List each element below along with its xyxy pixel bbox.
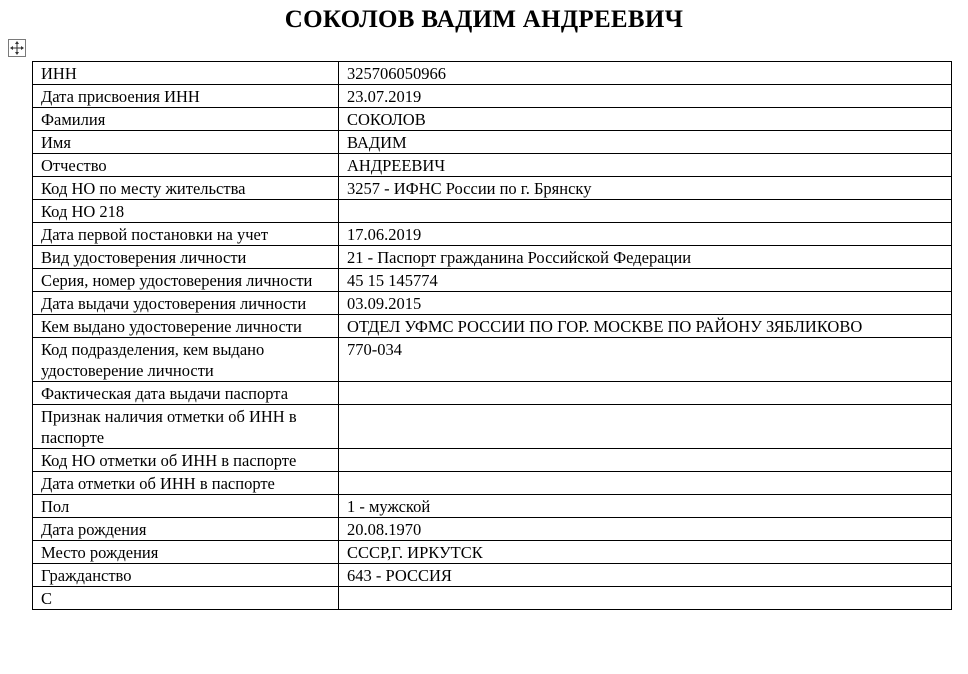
row-value: 770-034 [339, 338, 952, 382]
row-value: СССР,Г. ИРКУТСК [339, 541, 952, 564]
row-label: Код НО 218 [33, 200, 339, 223]
row-label: Кем выдано удостоверение личности [33, 315, 339, 338]
table-row [33, 495, 952, 518]
row-value: АНДРЕЕВИЧ [339, 154, 952, 177]
row-label: Место рождения [33, 541, 339, 564]
row-label: Гражданство [33, 564, 339, 587]
row-value: 3257 - ИФНС России по г. Брянску [339, 177, 952, 200]
row-label: Фамилия [33, 108, 339, 131]
row-label: Дата первой постановки на учет [33, 223, 339, 246]
row-label: С [33, 587, 339, 610]
row-label: Пол [33, 495, 339, 518]
table-row [33, 382, 952, 405]
row-label: Дата рождения [33, 518, 339, 541]
row-value: 23.07.2019 [339, 85, 952, 108]
row-value [339, 405, 952, 449]
row-label: Серия, номер удостоверения личности [33, 269, 339, 292]
row-value [339, 382, 952, 405]
row-value: 20.08.1970 [339, 518, 952, 541]
page-title: СОКОЛОВ ВАДИМ АНДРЕЕВИЧ [284, 6, 684, 33]
row-value: ВАДИМ [339, 131, 952, 154]
table-row [33, 62, 952, 85]
table-row [33, 472, 952, 495]
row-value [339, 472, 952, 495]
row-value [339, 587, 952, 610]
info-table [32, 61, 952, 610]
table-row [33, 108, 952, 131]
table-row [33, 292, 952, 315]
table-row [33, 564, 952, 587]
row-label: Фактическая дата выдачи паспорта [33, 382, 339, 405]
table-row [33, 587, 952, 610]
table-row [33, 85, 952, 108]
table-row [33, 154, 952, 177]
row-label: Вид удостоверения личности [33, 246, 339, 269]
row-label: Отчество [33, 154, 339, 177]
table-row [33, 223, 952, 246]
row-value: 45 15 145774 [339, 269, 952, 292]
row-value: 21 - Паспорт гражданина Российской Федерации [339, 246, 952, 269]
row-value: 643 - РОССИЯ [339, 564, 952, 587]
row-value: 17.06.2019 [339, 223, 952, 246]
row-value: 03.09.2015 [339, 292, 952, 315]
row-label: Дата присвоения ИНН [33, 85, 339, 108]
table-row [33, 200, 952, 223]
row-label: Дата отметки об ИНН в паспорте [33, 472, 339, 495]
table-row [33, 269, 952, 292]
row-value: ОТДЕЛ УФМС РОССИИ ПО ГОР. МОСКВЕ ПО РАЙОНУ ЗЯБЛИКОВО [339, 315, 952, 338]
table-row [33, 541, 952, 564]
info-table-body [33, 62, 952, 610]
table-row [33, 246, 952, 269]
table-row [33, 131, 952, 154]
row-value: 325706050966 [339, 62, 952, 85]
row-value: 1 - мужской [339, 495, 952, 518]
table-row [33, 518, 952, 541]
table-row [33, 338, 952, 382]
row-label: Код НО по месту жительства [33, 177, 339, 200]
table-row [33, 177, 952, 200]
row-label: Имя [33, 131, 339, 154]
row-label: Код НО отметки об ИНН в паспорте [33, 449, 339, 472]
table-row [33, 405, 952, 449]
row-value: СОКОЛОВ [339, 108, 952, 131]
row-value [339, 200, 952, 223]
table-row [33, 449, 952, 472]
table-row [33, 315, 952, 338]
row-label: ИНН [33, 62, 339, 85]
row-label: Признак наличия отметки об ИНН в паспорте [33, 405, 339, 449]
row-value [339, 449, 952, 472]
move-arrows-icon[interactable] [8, 39, 26, 57]
row-label: Код подразделения, кем выдано удостоверение личности [33, 338, 339, 382]
row-label: Дата выдачи удостоверения личности [33, 292, 339, 315]
